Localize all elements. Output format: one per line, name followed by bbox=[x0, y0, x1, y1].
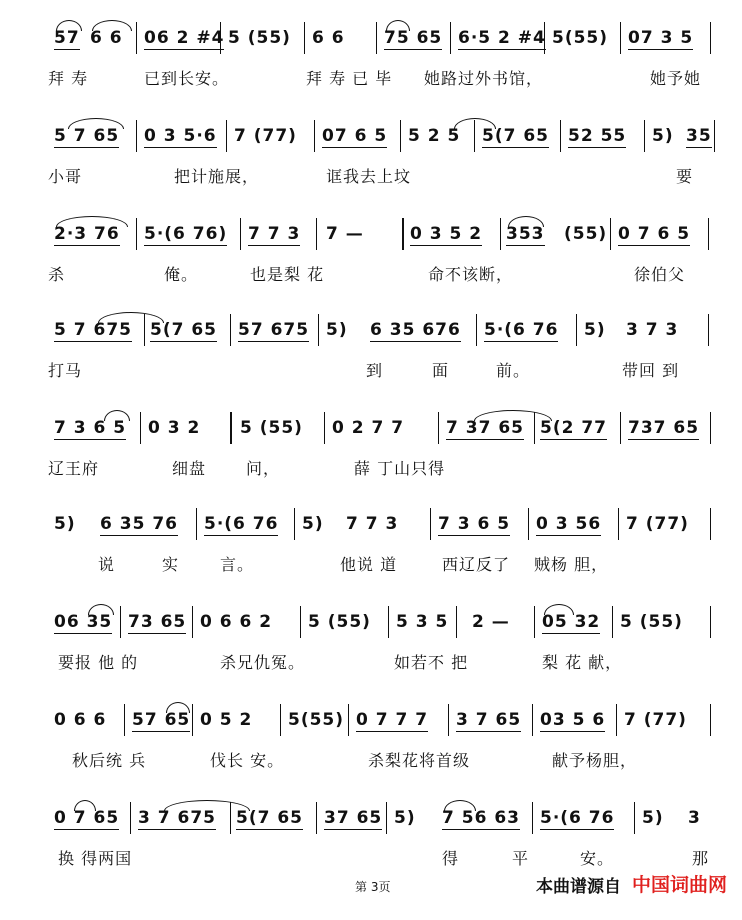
note-group: 5 (55) bbox=[228, 28, 291, 48]
note-group: 07 3 5 bbox=[628, 28, 694, 48]
note-group: 7 37 65 bbox=[446, 418, 524, 438]
barline bbox=[634, 802, 635, 834]
lyric-text: 问， bbox=[246, 459, 281, 478]
lyrics-line bbox=[44, 164, 714, 190]
note-group: 7 3 6 5 bbox=[438, 514, 511, 534]
staff-row bbox=[44, 306, 714, 396]
note-group: 353 bbox=[506, 224, 545, 244]
barline bbox=[644, 120, 645, 152]
note-group: 6 35 76 bbox=[100, 514, 178, 534]
note-group: 3 7 675 bbox=[138, 808, 216, 828]
note-group: 5 7 65 bbox=[54, 126, 120, 146]
staff-row bbox=[44, 404, 714, 494]
barline bbox=[300, 606, 301, 638]
barline bbox=[610, 218, 611, 250]
page-number: 第 3页 bbox=[355, 880, 391, 894]
note-group: 7 7 3 bbox=[346, 514, 399, 534]
note-group: 5) bbox=[642, 808, 664, 828]
barline bbox=[618, 508, 619, 540]
note-group: 5(7 65 bbox=[150, 320, 218, 340]
lyric-text: 西辽反了 bbox=[442, 555, 511, 574]
slur-mark bbox=[74, 800, 96, 811]
note-group: 0 6 6 2 bbox=[200, 612, 273, 632]
note-group: 57 675 bbox=[238, 320, 310, 340]
barline bbox=[710, 606, 711, 638]
lyric-text: 他说 道 bbox=[340, 555, 398, 574]
note-group: 5) bbox=[652, 126, 674, 146]
lyric-text: 面 bbox=[432, 361, 450, 380]
lyric-text: 要 bbox=[676, 167, 694, 186]
lyric-text: 小哥 bbox=[48, 167, 83, 186]
lyric-text: 细盘 bbox=[172, 459, 207, 478]
lyric-text: 到 bbox=[366, 361, 384, 380]
lyric-text: 实 bbox=[162, 555, 180, 574]
notation-line bbox=[44, 702, 714, 742]
lyric-text: 她路过外书馆， bbox=[424, 69, 544, 88]
lyric-text: 伐长 安。 bbox=[210, 751, 285, 770]
barline bbox=[196, 508, 197, 540]
note-group: 5 (55) bbox=[620, 612, 683, 632]
note-group: 73 65 bbox=[128, 612, 187, 632]
source-label: 本曲谱源自 bbox=[536, 877, 621, 897]
slur-mark bbox=[92, 20, 132, 31]
barline bbox=[708, 314, 709, 346]
barline bbox=[294, 508, 295, 540]
lyric-text: 把计施展， bbox=[174, 167, 260, 186]
barline bbox=[136, 120, 137, 152]
notation-line bbox=[44, 216, 714, 256]
barline bbox=[476, 314, 477, 346]
note-group: 03 5 6 bbox=[540, 710, 606, 730]
lyrics-line bbox=[44, 748, 714, 774]
barline bbox=[136, 218, 137, 250]
lyric-text: 献予杨胆， bbox=[552, 751, 638, 770]
note-group: 0 7 65 bbox=[54, 808, 120, 828]
notation-line bbox=[44, 312, 714, 352]
barline bbox=[616, 704, 617, 736]
barline bbox=[450, 22, 451, 54]
note-group: 07 6 5 bbox=[322, 126, 388, 146]
lyric-text: 秋后统 兵 bbox=[72, 751, 147, 770]
lyrics-line bbox=[44, 552, 714, 578]
note-group: 3 7 3 bbox=[626, 320, 679, 340]
lyric-text: 贼杨 胆， bbox=[534, 555, 609, 574]
note-group: 6 6 bbox=[312, 28, 345, 48]
barline bbox=[532, 802, 533, 834]
barline bbox=[528, 508, 529, 540]
lyric-text: 如若不 把 bbox=[394, 653, 469, 672]
barline bbox=[324, 412, 325, 444]
note-group: 5 7 675 bbox=[54, 320, 132, 340]
lyric-text: 得 bbox=[442, 849, 460, 868]
note-group: 0 3 2 bbox=[148, 418, 201, 438]
barline bbox=[192, 606, 193, 638]
barline bbox=[230, 314, 231, 346]
slur-mark bbox=[68, 118, 124, 129]
lyric-text: 也是梨 花 bbox=[250, 265, 325, 284]
note-group: 5·(6 76 bbox=[204, 514, 279, 534]
note-group: 35 bbox=[686, 126, 712, 146]
barline bbox=[226, 120, 227, 152]
note-group: 5(55) bbox=[552, 28, 609, 48]
lyric-text: 前。 bbox=[496, 361, 531, 380]
note-group: 5) bbox=[394, 808, 416, 828]
lyric-text: 带回 到 bbox=[622, 361, 680, 380]
staff-row bbox=[44, 500, 714, 590]
lyric-text: 安。 bbox=[580, 849, 615, 868]
notation-line bbox=[44, 118, 714, 158]
note-group: 3 bbox=[688, 808, 701, 828]
slur-mark bbox=[56, 216, 128, 227]
staff-row bbox=[44, 112, 714, 202]
note-group: 7 (77) bbox=[624, 710, 687, 730]
lyric-text: 拜 寿 已 毕 bbox=[306, 69, 393, 88]
barline bbox=[710, 704, 711, 736]
barline bbox=[448, 704, 449, 736]
notation-line bbox=[44, 800, 714, 840]
note-group: 0 3 56 bbox=[536, 514, 602, 534]
note-group: 57 bbox=[54, 28, 80, 48]
note-group: 5(7 65 bbox=[482, 126, 550, 146]
note-group: 7 (77) bbox=[234, 126, 297, 146]
staff-row bbox=[44, 794, 714, 884]
lyrics-line bbox=[44, 262, 714, 288]
barline bbox=[534, 606, 535, 638]
note-group: 5) bbox=[584, 320, 606, 340]
note-group: 7 3 6 5 bbox=[54, 418, 127, 438]
lyric-text: 梨 花 献， bbox=[542, 653, 623, 672]
lyric-text: 平 bbox=[512, 849, 530, 868]
lyric-text: 她予她 bbox=[650, 69, 702, 88]
barline bbox=[576, 314, 577, 346]
barline bbox=[710, 412, 711, 444]
barline bbox=[240, 218, 241, 250]
note-group: 0 2 7 7 bbox=[332, 418, 405, 438]
lyric-text: 俺。 bbox=[164, 265, 199, 284]
slur-mark bbox=[444, 800, 476, 811]
barline bbox=[220, 22, 221, 54]
barline bbox=[710, 22, 711, 54]
note-group: 0 6 6 bbox=[54, 710, 107, 730]
barline bbox=[456, 606, 457, 638]
note-group: 05 32 bbox=[542, 612, 601, 632]
barline bbox=[400, 120, 401, 152]
lyric-text: 杀兄仇冤。 bbox=[220, 653, 306, 672]
staff-row bbox=[44, 14, 714, 104]
slur-mark bbox=[104, 410, 130, 421]
note-group: 5) bbox=[54, 514, 76, 534]
lyrics-line bbox=[44, 456, 714, 482]
barline bbox=[534, 412, 535, 444]
slur-mark bbox=[544, 604, 574, 615]
note-group: 5 (55) bbox=[240, 418, 303, 438]
note-group: 7 7 3 bbox=[248, 224, 301, 244]
barline bbox=[314, 120, 315, 152]
barline bbox=[124, 704, 125, 736]
notation-line bbox=[44, 506, 714, 546]
staff-row bbox=[44, 210, 714, 300]
lyric-text: 已到长安。 bbox=[144, 69, 230, 88]
barline bbox=[532, 704, 533, 736]
note-group: 06 35 bbox=[54, 612, 113, 632]
lyrics-line bbox=[44, 846, 714, 872]
slur-mark bbox=[56, 20, 82, 31]
lyric-text: 杀梨花将首级 bbox=[368, 751, 471, 770]
note-group: 5(55) bbox=[288, 710, 345, 730]
barline bbox=[318, 314, 319, 346]
lyric-text: 换 得两国 bbox=[58, 849, 133, 868]
note-group: 5 3 5 bbox=[396, 612, 449, 632]
staff-row bbox=[44, 598, 714, 688]
barline bbox=[620, 22, 621, 54]
barline bbox=[140, 412, 141, 444]
lyric-text: 辽王府 bbox=[48, 459, 100, 478]
note-group: 0 3 5·6 bbox=[144, 126, 217, 146]
barline bbox=[120, 606, 121, 638]
note-group: 06 2 #4 bbox=[144, 28, 225, 48]
note-group: 5·(6 76) bbox=[144, 224, 228, 244]
note-group: 2·3 76 bbox=[54, 224, 120, 244]
barline bbox=[144, 314, 145, 346]
note-group: 57 65 bbox=[132, 710, 191, 730]
lyric-text: 打马 bbox=[48, 361, 83, 380]
barline bbox=[136, 22, 137, 54]
note-group: 5) bbox=[326, 320, 348, 340]
note-group: 7 (77) bbox=[626, 514, 689, 534]
lyric-text: 杀 bbox=[48, 265, 66, 284]
note-group: 6·5 2 #4 bbox=[458, 28, 546, 48]
note-group: 5) bbox=[302, 514, 324, 534]
barline bbox=[316, 218, 317, 250]
barline bbox=[474, 120, 475, 152]
slur-mark bbox=[386, 20, 410, 31]
lyric-text: 徐伯父 bbox=[634, 265, 686, 284]
lyric-text: 命不该断， bbox=[428, 265, 514, 284]
note-group: 5(7 65 bbox=[236, 808, 304, 828]
barline bbox=[544, 22, 545, 54]
barline bbox=[316, 802, 317, 834]
barline bbox=[612, 606, 613, 638]
lyrics-line bbox=[44, 358, 714, 384]
barline bbox=[708, 218, 709, 250]
note-group: 0 3 5 2 bbox=[410, 224, 483, 244]
barline bbox=[386, 802, 387, 834]
barline bbox=[388, 606, 389, 638]
note-group: 5(2 77 bbox=[540, 418, 608, 438]
barline bbox=[280, 704, 281, 736]
barline bbox=[348, 704, 349, 736]
notation-line bbox=[44, 20, 714, 60]
lyric-text: 言。 bbox=[220, 555, 255, 574]
note-group: 737 65 bbox=[628, 418, 700, 438]
barline bbox=[714, 120, 715, 152]
barline bbox=[430, 508, 431, 540]
lyrics-line bbox=[44, 66, 714, 92]
barline bbox=[560, 120, 561, 152]
note-group: 5·(6 76 bbox=[540, 808, 615, 828]
barline bbox=[620, 412, 621, 444]
note-group: 52 55 bbox=[568, 126, 627, 146]
barline bbox=[438, 412, 439, 444]
barline bbox=[230, 412, 232, 444]
note-group: 3 7 65 bbox=[456, 710, 522, 730]
note-group: 5 2 5 bbox=[408, 126, 461, 146]
barline bbox=[376, 22, 377, 54]
barline bbox=[402, 218, 404, 250]
lyric-text: 诓我去上坟 bbox=[326, 167, 412, 186]
lyric-text: 薛 丁山只得 bbox=[354, 459, 446, 478]
notation-line bbox=[44, 604, 714, 644]
lyrics-line bbox=[44, 650, 714, 676]
barline bbox=[710, 508, 711, 540]
lyric-text: 那 bbox=[692, 849, 710, 868]
lyric-text: 要报 他 的 bbox=[58, 653, 139, 672]
note-group: (55) bbox=[564, 224, 608, 244]
slur-mark bbox=[508, 216, 544, 227]
note-group: 75 65 bbox=[384, 28, 443, 48]
barline bbox=[230, 802, 231, 834]
barline bbox=[304, 22, 305, 54]
note-group: 0 5 2 bbox=[200, 710, 253, 730]
slur-mark bbox=[88, 604, 114, 615]
note-group: 5·(6 76 bbox=[484, 320, 559, 340]
note-group: 0 7 7 7 bbox=[356, 710, 429, 730]
note-group: 7 — bbox=[326, 224, 364, 244]
note-group: 0 7 6 5 bbox=[618, 224, 691, 244]
barline bbox=[500, 218, 501, 250]
lyric-text: 说 bbox=[98, 555, 116, 574]
note-group: 7 56 63 bbox=[442, 808, 520, 828]
barline bbox=[192, 704, 193, 736]
barline bbox=[130, 802, 131, 834]
brand-link[interactable]: 中国词曲网 bbox=[632, 874, 728, 896]
staff-row bbox=[44, 696, 714, 786]
note-group: 2 — bbox=[472, 612, 510, 632]
lyric-text: 拜 寿 bbox=[48, 69, 89, 88]
slur-mark bbox=[166, 702, 190, 713]
note-group: 37 65 bbox=[324, 808, 383, 828]
notation-line bbox=[44, 410, 714, 450]
note-group: 5 (55) bbox=[308, 612, 371, 632]
note-group: 6 6 bbox=[90, 28, 123, 48]
note-group: 6 35 676 bbox=[370, 320, 461, 340]
